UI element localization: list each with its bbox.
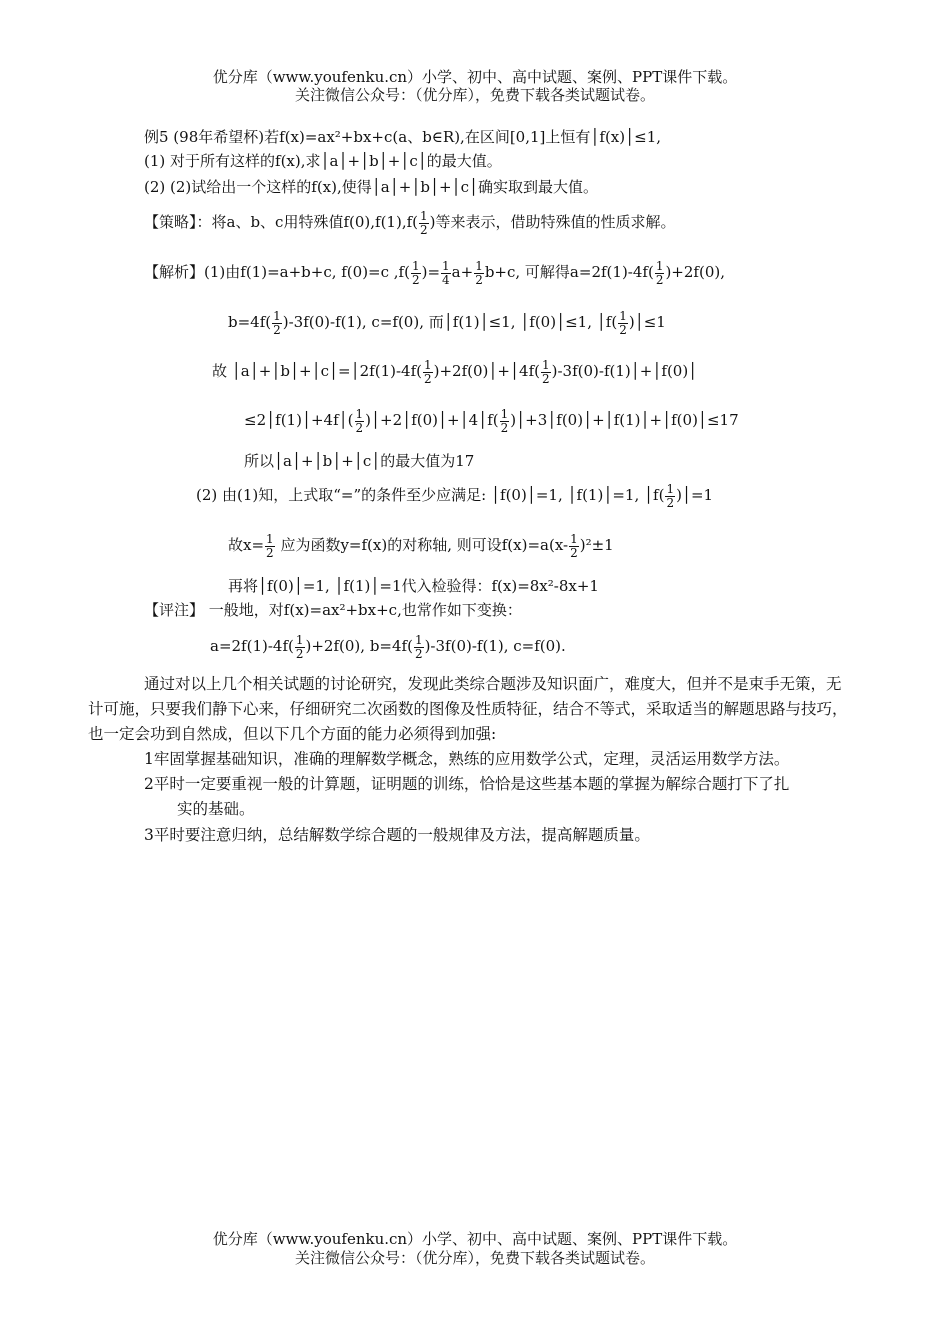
analysis-text: ≤2│f(1)│+4f│( [244,411,354,429]
analysis-text: )│=1 [676,486,714,504]
summary-item-2: 2平时一定要重视一般的计算题，证明题的训练，恰恰是这些基本题的掌握为解综合题打下了扎 [144,775,790,793]
formula-text: a=2f(1)-4f( [210,637,294,655]
summary-item-3: 3平时要注意归纳，总结解数学综合题的一般规律及方法，提高解题质量。 [144,826,650,844]
strategy-text-a: ：将a、b、c用特殊值f(0),f(1),f( [196,213,419,231]
fraction-half: $\frac{1}{2}$ [411,258,420,287]
analysis-text: )+2f(0), [665,263,725,281]
fraction-quarter: $\frac{1}{4}$ [442,258,450,287]
strategy-line [144,204,676,240]
analysis-text: )²±1 [579,536,614,554]
analysis-line-4 [244,402,739,438]
page-footer-line1: 优分库（www.youfenku.cn）小学、初中、高中试题、案例、PPT课件下载。 [212,1230,738,1248]
analysis-text: )-3f(0)-f(1)│+│f(0)│ [551,362,698,380]
analysis-text: 故 │a│+│b│+│c│=│2f(1)-4f( [212,362,422,380]
analysis-text: 故x= [228,536,265,554]
analysis-text: )│+3│f(0)│+│f(1)│+│f(0)│≤17 [510,411,739,429]
page-header-line2: 关注微信公众号：（优分库），免费下载各类试题试卷。 [294,86,655,104]
analysis-text: (2) 由(1)知，上式取“=”的条件至少应满足: │f(0)│=1, │f(1)│=1, │f( [196,486,665,504]
analysis-text: )+2f(0)│+│4f( [433,362,540,380]
analysis-text: a+ [451,263,474,281]
analysis-text: )│+2│f(0)│+│4│f( [365,411,499,429]
formula-text: )-3f(0)-f(1), c=f(0). [424,637,566,655]
fraction-half: $\frac{1}{2}$ [655,258,664,287]
question-1: (1) 对于所有这样的f(x),求│a│+│b│+│c│的最大值。 [144,152,502,170]
analysis-text: )-3f(0)-f(1), c=f(0), 而│f(1)│≤1, │f(0)│≤1, │f( [282,313,618,331]
fraction-half: $\frac{1}{2}$ [666,481,675,510]
analysis-text: 应为函数y=f(x)的对称轴, 则可设f(x)=a(x- [275,536,569,554]
fraction-half: $\frac{1}{2}$ [500,406,509,435]
fraction-half: $\frac{1}{2}$ [414,632,423,661]
fraction-half: $\frac{1}{2}$ [266,531,274,560]
fraction-half: $\frac{1}{2}$ [420,208,428,237]
strategy-label: 【策略】 [144,213,197,231]
question-2: (2) (2)试给出一个这样的f(x),使得│a│+│b│+│c│确实取到最大值。 [144,178,599,196]
page-header-line1: 优分库（www.youfenku.cn）小学、初中、高中试题、案例、PPT课件下载。 [212,68,738,86]
analysis-text: )│≤1 [628,313,666,331]
analysis-line-2 [228,304,666,340]
fraction-half: $\frac{1}{2}$ [295,632,304,661]
analysis-text: b+c, 可解得a=2f(1)-4f( [484,263,654,281]
example-title: 例5 (98年希望杯)若f(x)=ax²+bx+c(a、b∈R),在区间[0,1]上恒有│f(x)│≤1, [144,128,662,146]
analysis-line-5: 所以│a│+│b│+│c│的最大值为17 [244,452,475,470]
fraction-half: $\frac{1}{2}$ [541,357,550,386]
analysis-label: 【解析】 [144,263,205,281]
summary-item-1: 1牢固掌握基础知识，准确的理解数学概念，熟练的应用数学公式，定理，灵活运用数学方法。 [144,750,790,768]
fraction-half: $\frac{1}{2}$ [570,531,578,560]
strategy-text-b: )等来表示，借助特殊值的性质求解。 [429,213,676,231]
fraction-half: $\frac{1}{2}$ [273,308,281,337]
comment-label: 【评注】 [144,601,205,619]
summary-item-2-cont: 实的基础。 [177,800,255,818]
analysis-text: b=4f( [228,313,272,331]
formula-text: )+2f(0), b=4f( [305,637,413,655]
analysis-line-7 [228,527,614,563]
analysis-line-8: 再将│f(0)│=1, │f(1)│=1代入检验得：f(x)=8x²-8x+1 [228,577,599,595]
analysis-text: (1)由f(1)=a+b+c, f(0)=c ,f( [204,263,410,281]
fraction-half: $\frac{1}{2}$ [475,258,483,287]
fraction-half: $\frac{1}{2}$ [424,357,432,386]
analysis-text: )= [421,263,441,281]
comment-text: 一般地，对f(x)=ax²+bx+c,也常作如下变换： [204,601,522,619]
analysis-line-1 [144,254,725,290]
summary-paragraph: 通过对以上几个相关试题的讨论研究，发现此类综合题涉及知识面广，难度大，但并不是束手无策，无计可施，只要我们静下心来，仔细研究二次函数的图像及性质特征，结合不等式，采取适当的解题思路与技巧，也一定会功到自然成，但以下几个方面的能力必须得到加强: [88,675,848,743]
fraction-half: $\frac{1}{2}$ [619,308,627,337]
analysis-line-3 [212,353,697,389]
page-footer-line2: 关注微信公众号：（优分库），免费下载各类试题试卷。 [294,1249,655,1267]
fraction-half: $\frac{1}{2}$ [355,406,364,435]
comment-line [144,600,522,620]
analysis-line-6 [196,477,713,513]
comment-formula [210,628,566,664]
